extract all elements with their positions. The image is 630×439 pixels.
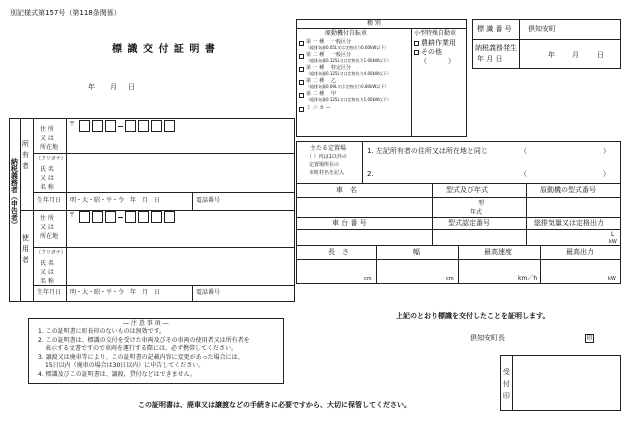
owner-postal-digit[interactable] [164, 120, 175, 132]
category-checkbox[interactable] [299, 41, 304, 46]
vehicle-name-label: 車 名 [336, 186, 357, 194]
model-label: 型 [478, 200, 485, 207]
category-item-kind: 甲 [331, 91, 337, 97]
speed-unit: km／h [518, 275, 538, 282]
form-number: 別記様式第157号（第118条関係） [10, 9, 121, 17]
category-item-kind: 乙 [331, 78, 337, 84]
small-special-farming: 農耕作業用 [421, 39, 456, 47]
document-title: 標 識 交 付 証 明 書 [112, 44, 216, 55]
max-output-label: 最高出力 [566, 248, 594, 256]
year-type-label: 年式 [470, 209, 483, 216]
category-item-label: ミ ニ カ ー [306, 105, 331, 111]
user-address-label: 住 所 又 は 所在地 [40, 215, 59, 240]
mayor-label: 倶知安町長 [470, 334, 505, 342]
issue-month: 月 [572, 51, 579, 59]
user-birth-label: 生年月日 [37, 289, 62, 296]
owner-postal-digit[interactable] [105, 120, 116, 132]
owner-phone-label: 電話番号 [196, 197, 221, 204]
category-item-label: 第 一 種 [306, 39, 325, 45]
seal-mark: 印 [586, 335, 593, 342]
owner-label: 所有者 [21, 140, 30, 173]
notice-item: 表示する文書ですので車両を運行する際には、必ず携帯してください。 [45, 345, 238, 352]
category-item-kind: 特定区分 [331, 65, 352, 71]
certified-model-label: 型式認定番号 [448, 219, 490, 227]
engine-model-label: 原動機の型式番号 [540, 186, 596, 194]
user-postal-digit[interactable] [92, 211, 103, 223]
issue-date-label-2: 年 月 日 [477, 55, 503, 63]
output-unit: kW [608, 276, 616, 282]
user-name-label: 氏 名 又 は 名 称 [40, 260, 54, 285]
category-header: 種 別 [367, 20, 381, 27]
category-checkbox[interactable] [299, 107, 304, 112]
issue-day: 日 [597, 51, 604, 59]
motorized-header: 原動機付自転車 [325, 30, 368, 37]
length-unit: cm [364, 276, 372, 282]
category-item-label: 第 二 種 [306, 52, 325, 58]
user-postal-digit[interactable] [125, 211, 136, 223]
user-postal-digit[interactable] [138, 211, 149, 223]
user-postal-digit[interactable] [164, 211, 175, 223]
owner-postal-digit[interactable] [151, 120, 162, 132]
date-year: 年 [88, 83, 95, 91]
user-postal-mark: 〒 [69, 212, 76, 219]
category-checkbox[interactable] [299, 80, 304, 85]
owner-postal-digit[interactable] [125, 120, 136, 132]
width-label: 幅 [413, 248, 420, 256]
checkbox-other[interactable] [414, 50, 419, 55]
user-postal-digit[interactable] [105, 211, 116, 223]
bottom-note: この証明書は、廃車又は譲渡などの手続きに必要ですから、大切に保管してください。 [138, 401, 411, 409]
notice-title: ― 注 意 事 項 ― [123, 320, 169, 327]
unit-kw: kW [609, 239, 617, 245]
width-unit: cm [446, 276, 454, 282]
unit-l: L [611, 231, 615, 238]
user-phone-label: 電話番号 [196, 289, 221, 296]
user-furigana-label: （フリガナ） [36, 250, 66, 256]
owner-address-label: 住 所 又 は 所在地 [40, 126, 59, 151]
sign-number-label: 標 識 番 号 [477, 25, 512, 33]
storage-label: 主たる定置場 [310, 145, 347, 152]
category-item-kind: 一般区分 [331, 52, 352, 58]
storage-label-4: 市町村名を記入 [309, 170, 345, 176]
notice-item: 4. 標識及びこの証明書は、譲渡、貸付などはできません。 [38, 371, 196, 378]
date-month: 月 [110, 83, 117, 91]
certify-text: 上記のとおり標識を交付したことを証明します。 [396, 312, 550, 320]
small-special-other: その他 [421, 48, 442, 56]
receipt-stamp-box [500, 355, 621, 411]
owner-postal-digit[interactable] [138, 120, 149, 132]
issue-year: 年 [548, 51, 555, 59]
date-day: 日 [128, 83, 135, 91]
category-item-note: （総排気量0.125L又は定格出力1.00kW以下） [306, 97, 391, 102]
owner-birth-label: 生年月日 [37, 197, 62, 204]
category-item-kind: 一般区分 [331, 39, 352, 45]
user-label: 使用者 [21, 234, 30, 267]
max-speed-label: 最高速度 [484, 248, 512, 256]
user-postal-digit[interactable] [79, 211, 90, 223]
sign-number-value: 倶知安町 [528, 25, 556, 33]
category-item-label: 第 二 種 [306, 91, 325, 97]
category-item-note: （総排気量0.05L又は定格出力0.60kW以下） [306, 45, 389, 50]
owner-birth-eras: 明・大・昭・平・令 年 月 日 [70, 197, 161, 204]
user-postal-digit[interactable] [151, 211, 162, 223]
notice-item: 15日以内（廃車の場合は30日以内）に申告してください。 [45, 362, 205, 369]
owner-postal-digit[interactable] [79, 120, 90, 132]
storage-label-2: （ ）内は1以外の [307, 154, 347, 160]
category-item-label: 第 二 種 [306, 78, 325, 84]
notice-item: 3. 譲渡又は廃車等により、この証明書の記載内容に変更があった場合には、 [38, 354, 244, 361]
issue-date-label-1: 納税義務発生 [475, 44, 517, 52]
category-checkbox[interactable] [299, 54, 304, 59]
receipt-stamp-label: 受付印 [502, 368, 511, 404]
category-item-label: 第 一 種 [306, 65, 325, 71]
small-special-paren: （ ） [420, 57, 455, 65]
owner-postal-mark: 〒 [69, 121, 76, 128]
length-label: 長 さ [328, 248, 349, 256]
chassis-label: 車 台 番 号 [332, 219, 367, 227]
category-checkbox[interactable] [299, 67, 304, 72]
owner-postal-digit[interactable] [92, 120, 103, 132]
storage-label-3: 定置場所在の [309, 162, 340, 168]
storage-line-1: 1. 左記所有者の住所又は所在地と同じ [367, 147, 488, 155]
owner-name-label: 氏 名 又 は 名 称 [40, 166, 54, 191]
model-year-label: 型式及び年式 [446, 186, 488, 194]
storage-line-2: 2. [367, 170, 374, 178]
small-special-header: 小型特殊自動車 [414, 30, 457, 37]
category-item-note: （総排気量0.125L又は定格出力1.00kW以下） [306, 58, 391, 63]
displacement-label: 総排気量又は定格出力 [534, 219, 604, 227]
notice-item: 2. この証明書は、標識の交付を受けた車両及びその車両の使用者又は所有者を [38, 337, 250, 344]
notice-item: 1. この証明書に町長印のないものは無効です。 [38, 328, 166, 335]
category-checkbox[interactable] [299, 93, 304, 98]
owner-furigana-label: （フリガナ） [36, 156, 66, 162]
certificate-page: 別記様式第157号（第118条関係） 標 識 交 付 証 明 書 年 月 日 種 別 原動機付自転車 小型特殊自動車 第 一 種 一般区分 （総排気量0.05L又は定格出力0.60kW以下） 第 二 種 一般区分 （総排気量0.125L又は定格出力1.00kW以下） 第 一 種 特定区分 （総排気量0.125L又は定格出力4.00kW以下） 第 二 種 乙 （総排気量0.09L又は定格出力0.80kW以下） 第 二 種 甲 （総排気量0.125L又は定格出力1.00kW以下） ミ ニ カ ー 農耕作業用 その他 （ ） 標 識 番 号 倶知安町 納税義務発生 年 月 日 年 月 日 納税義務者（申告者） 所有者 使用者 住 所 又 は 所在地 （フリガナ） 氏 名 又 は 名 称 生年月日 明・大・昭・平・令 年 月 日 電話番号 〒 住 所 又 は 所在地 （フリガナ） 氏 名 又 は 名 称 生年月日 明・大・昭・平・令 年 月 日 電話番号 〒 主たる定置場 （ ）内は1以外の 定置場所在の 市町村名を記入 1. 左記所有者の住所又は所在地と同じ （ ） 2. （ ） 車 名 型式及び年式 原動機の型式番号 型 年式 車 台 番 号 型式認定番号 総排気量又は定格出力 L kW 長 さ 幅 最高速度 最高出力 cm cm km／h kW ― 注 意 事 項 ― 1. この証明書に町長印のないものは無効です。 2. この証明書は、標識の交付を受けた車両及びその車両の使用者又は所有者を 表示する文書ですので車両を運行する際には、必ず携帯してください。 3. 譲渡又は廃車等により、この証明書の記載内容に変更があった場合には、 15日以内（廃車の場合は30日以内）に申告してください。 4. 標識及びこの証明書は、譲渡、貸付などはできません。 上記のとおり標識を交付したことを証明します。 倶知安町長 印 受付印 この証明書は、廃車又は譲渡などの手続きに必要ですから、大切に保管してください。 [0, 0, 630, 439]
taxpayer-side-label: 納税義務者（申告者） [10, 158, 19, 228]
category-item-note: （総排気量0.125L又は定格出力4.00kW以下） [306, 71, 391, 76]
user-birth-eras: 明・大・昭・平・令 年 月 日 [70, 289, 161, 296]
checkbox-farming[interactable] [414, 41, 419, 46]
category-item-note: （総排気量0.09L又は定格出力0.80kW以下） [306, 84, 389, 89]
